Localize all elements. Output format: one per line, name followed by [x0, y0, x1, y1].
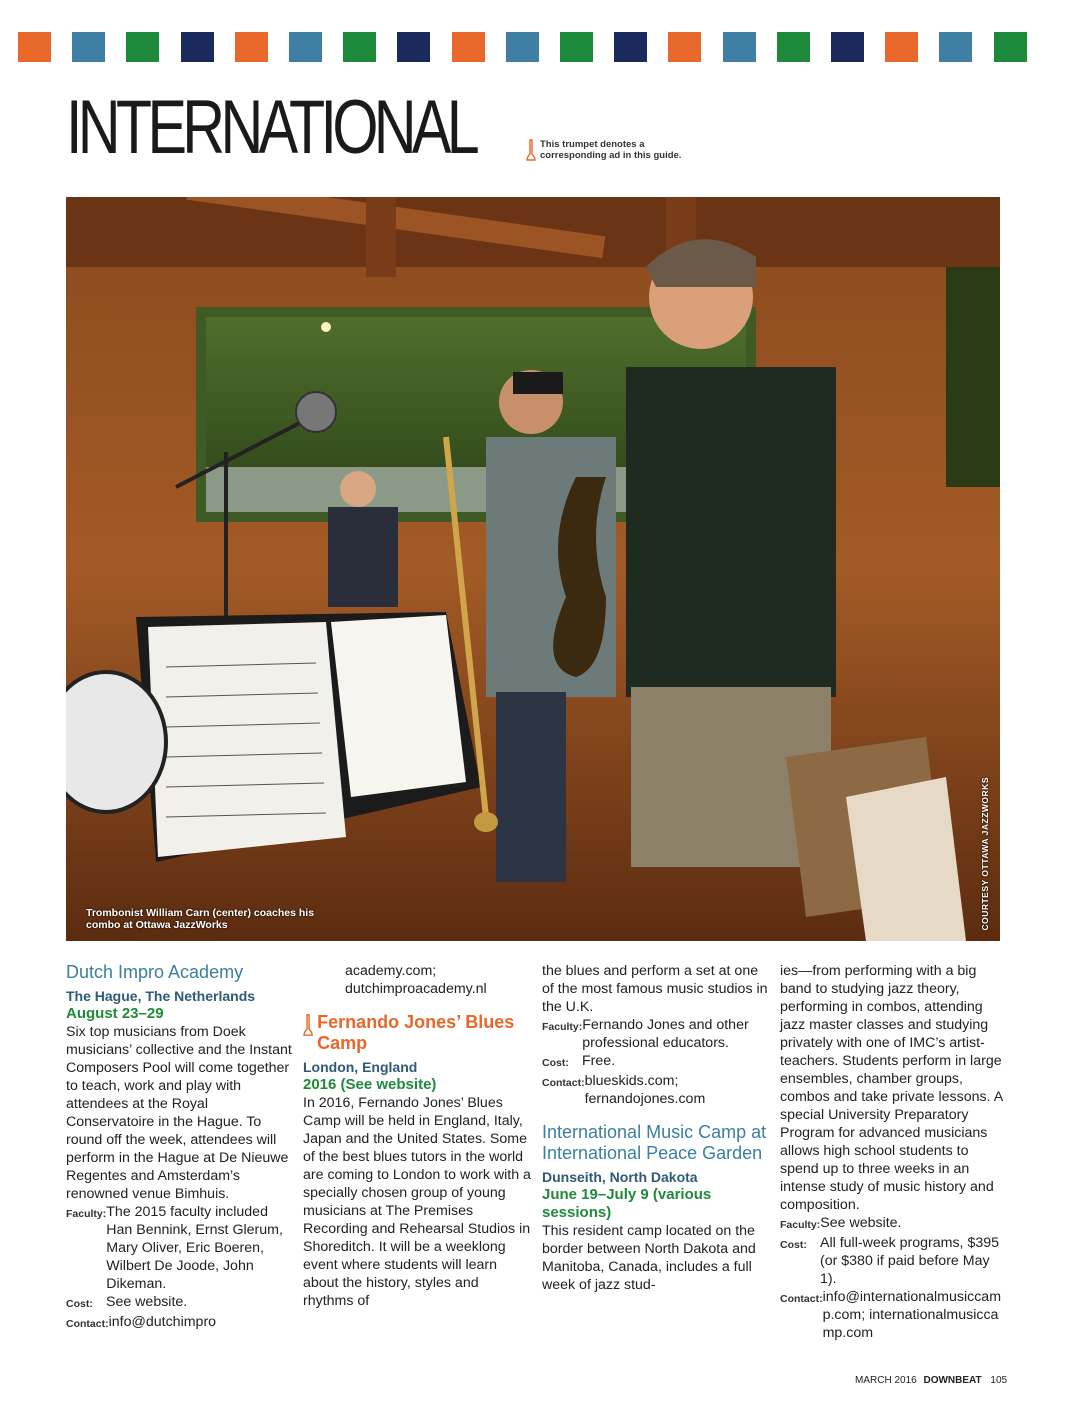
- color-square: [885, 32, 918, 62]
- page-number: 105: [990, 1375, 1008, 1386]
- color-square: [452, 32, 485, 62]
- cost-label: Cost:: [542, 1057, 569, 1069]
- entry-description-continuation: the blues and perform a set at one of the most famous music studios in the U.K.: [542, 963, 768, 1015]
- entry-contact: [66, 1313, 294, 1333]
- color-square: [723, 32, 756, 62]
- combo-photo: [66, 197, 1000, 941]
- column-3: [542, 962, 770, 1294]
- entry-cost: [542, 1052, 770, 1072]
- color-square-strip: [18, 32, 1048, 62]
- photo-illustration: [66, 197, 1000, 941]
- color-square: [560, 32, 593, 62]
- faculty-label: Faculty:: [66, 1208, 107, 1220]
- contact-text[interactable]: blueskids.com; fernandojones.com: [584, 1073, 706, 1107]
- entry-location: Dunseith, North Dakota: [542, 1169, 698, 1185]
- issue-date: MARCH 2016: [855, 1375, 917, 1386]
- entry-contact: [780, 1288, 1008, 1342]
- cost-text: See website.: [106, 1294, 188, 1310]
- color-square: [994, 32, 1027, 62]
- column-4: [780, 962, 1008, 1342]
- magazine-name: DOWNBEAT: [923, 1375, 982, 1386]
- contact-text[interactable]: info@internationalmusiccamp.com; internationalmusiccamp.com: [822, 1289, 1002, 1341]
- entry-name-fernando-jones: [303, 1012, 531, 1054]
- color-square: [181, 32, 214, 62]
- entry-description: This resident camp located on the border between North Dakota and Manitoba, Canada, includes a full week of jazz stud-: [542, 1223, 756, 1293]
- color-square: [939, 32, 972, 62]
- color-square: [506, 32, 539, 62]
- entry-name-text: Fernando Jones’ Blues Camp: [317, 1012, 515, 1053]
- faculty-text: See website.: [820, 1215, 902, 1231]
- color-square: [668, 32, 701, 62]
- entry-dates: August 23–29: [66, 1005, 164, 1022]
- entry-location: London, England: [303, 1059, 418, 1075]
- color-square: [614, 32, 647, 62]
- entry-name-dutch-impro: Dutch Impro Academy: [66, 962, 244, 982]
- contact-label: Contact:: [780, 1293, 823, 1305]
- page-footer: [855, 1375, 1007, 1386]
- color-square: [343, 32, 376, 62]
- column-2: [303, 962, 531, 1310]
- column-1: [66, 962, 294, 1333]
- color-square: [235, 32, 268, 62]
- color-square: [397, 32, 430, 62]
- entry-cost: [780, 1234, 1008, 1288]
- contact-continuation[interactable]: academy.com; dutchimproacademy.nl: [345, 963, 487, 997]
- color-square: [126, 32, 159, 62]
- section-title: INTERNATIONAL: [66, 85, 476, 170]
- cost-label: Cost:: [780, 1239, 807, 1251]
- cost-text: Free.: [582, 1053, 616, 1069]
- entry-faculty: [542, 1016, 770, 1052]
- entry-description: In 2016, Fernando Jones’ Blues Camp will be held in England, Italy, Japan and the United States. Some of the best blues tutors in the world are coming to London to work with a specially chosen group of young musicians at The Premises Recording and Rehearsal Studios in Shoreditch. It will be a weeklong event where students will learn about the history, styles and rhythms of: [303, 1095, 531, 1309]
- faculty-label: Faculty:: [780, 1219, 821, 1231]
- entry-faculty: [66, 1203, 294, 1293]
- trumpet-legend: [526, 139, 690, 161]
- faculty-text: The 2015 faculty included Han Bennink, Ernst Glerum, Mary Oliver, Eric Boeren, Wilbert De Joode, John Dikeman.: [106, 1204, 283, 1292]
- trumpet-legend-text: This trumpet denotes a corresponding ad in this guide.: [540, 139, 682, 161]
- contact-label: Contact:: [542, 1077, 585, 1089]
- entry-description: Six top musicians from Doek musicians’ collective and the Instant Composers Pool will come together to teach, work and play with attendees at the Royal Conservatoire in the Hague. To round off the week, attendees will perform in the Hague at De Nieuwe Regentes and Amsterdam’s renowned venue Bimhuis.: [66, 1024, 292, 1202]
- trumpet-icon: [526, 139, 536, 161]
- entry-dates: June 19–July 9 (various sessions): [542, 1186, 712, 1221]
- cost-text: All full-week programs, $395 (or $380 if paid before May 1).: [820, 1235, 999, 1287]
- entry-cost: [66, 1293, 294, 1313]
- entry-description-continuation: ies—from performing with a big band to studying jazz theory, performing in combos, attending jazz master classes and studying privately with one of IMC’s artist-teachers. Students perform in large ensembles, chamber groups, combos and take private lessons. A special University Preparatory Program for advanced musicians allows high school students to spend up to three weeks in an intense study of music history and composition.: [780, 963, 1003, 1213]
- photo-credit: COURTESY OTTAWA JAZZWORKS: [980, 777, 990, 931]
- color-square: [18, 32, 51, 62]
- faculty-text: Fernando Jones and other professional educators.: [582, 1017, 749, 1051]
- trumpet-icon: [303, 1013, 313, 1037]
- color-square: [831, 32, 864, 62]
- entry-location: The Hague, The Netherlands: [66, 988, 256, 1004]
- entry-dates: 2016 (See website): [303, 1076, 437, 1093]
- cost-label: Cost:: [66, 1298, 93, 1310]
- faculty-label: Faculty:: [542, 1021, 583, 1033]
- contact-label: Contact:: [66, 1318, 109, 1330]
- color-square: [777, 32, 810, 62]
- entry-contact: [542, 1072, 770, 1108]
- color-square: [72, 32, 105, 62]
- entry-faculty: [780, 1214, 1008, 1234]
- photo-caption: Trombonist William Carn (center) coaches his combo at Ottawa JazzWorks: [86, 907, 315, 931]
- entry-name-international-music-camp: International Music Camp at International Peace Garden: [542, 1122, 767, 1163]
- color-square: [289, 32, 322, 62]
- contact-text[interactable]: info@dutchimpro: [108, 1314, 217, 1330]
